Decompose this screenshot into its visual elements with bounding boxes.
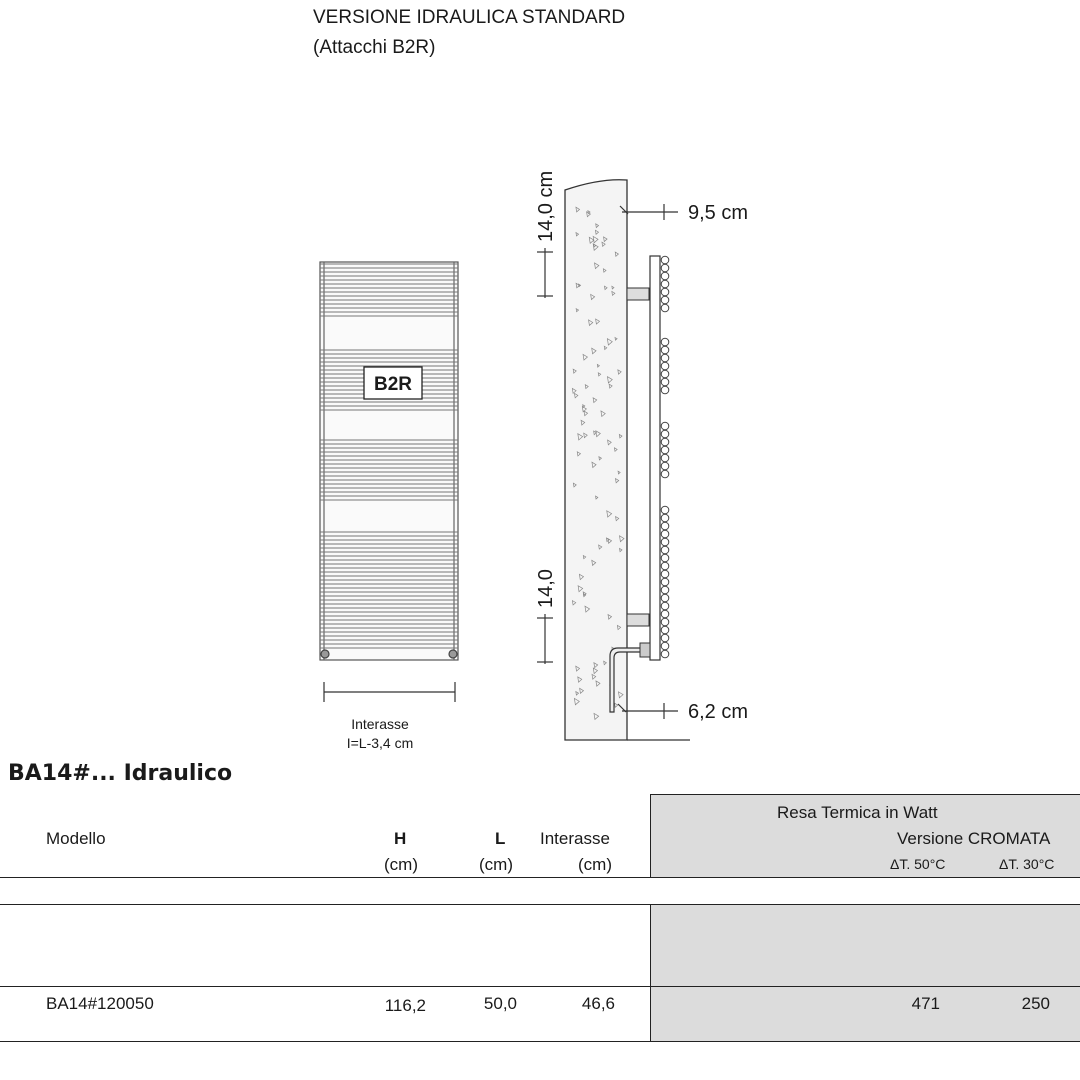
tube-section: [661, 422, 669, 430]
row-dt50: 471: [911, 994, 940, 1013]
tube-section: [661, 538, 669, 546]
tube-section: [661, 438, 669, 446]
dim-depth-top-marker: [620, 204, 678, 220]
product-title: BA14#... Idraulico: [8, 761, 233, 786]
header-l: L: [495, 829, 506, 848]
tube-section: [661, 578, 669, 586]
tube-section: [661, 386, 669, 394]
tube-section: [661, 362, 669, 370]
tube-section: [661, 642, 669, 650]
tube-section: [661, 554, 669, 562]
row-interasse: 46,6: [581, 994, 615, 1013]
tube-section: [661, 446, 669, 454]
spacer-shade: [650, 904, 1080, 986]
tube-section: [661, 594, 669, 602]
row-dt30: 250: [1021, 994, 1050, 1013]
tube-section: [661, 586, 669, 594]
tube-section: [661, 506, 669, 514]
dim-bottom-label: 14,0: [535, 569, 557, 608]
tube-section: [661, 280, 669, 288]
interasse-note: [300, 715, 460, 753]
row-l: 50,0: [483, 994, 517, 1013]
dim-depth-top-label: 9,5 cm: [688, 202, 749, 224]
tube-section: [661, 338, 669, 346]
tube-section: [661, 430, 669, 438]
tube-section: [661, 354, 669, 362]
radiator-tubes: [661, 256, 669, 658]
section-subtitle: (Attacchi B2R): [313, 37, 436, 58]
tube-section: [661, 264, 669, 272]
tube-section: [661, 378, 669, 386]
tube-section: [661, 626, 669, 634]
header-resa: Resa Termica in Watt: [777, 803, 938, 822]
interasse-line2: I=L-3,4 cm: [346, 735, 414, 751]
tube-section: [661, 296, 669, 304]
header-versione: Versione CROMATA: [897, 829, 1051, 848]
tube-section: [661, 370, 669, 378]
header-interasse-unit: (cm): [578, 855, 612, 874]
tube-section: [661, 530, 669, 538]
tube-section: [661, 562, 669, 570]
header-model: Modello: [46, 829, 106, 848]
interasse-line1: Interasse: [351, 716, 409, 732]
tube-section: [661, 570, 669, 578]
bracket-top: [627, 288, 649, 300]
header-h-unit: (cm): [384, 855, 418, 874]
bracket-bottom: [627, 614, 649, 626]
dim-bottom-marker: [537, 614, 553, 664]
tube-section: [661, 522, 669, 530]
dim-top-label: 14,0 cm: [535, 170, 557, 242]
interasse-dimension: [324, 682, 455, 702]
tube-section: [661, 454, 669, 462]
tube-section: [661, 546, 669, 554]
header-interasse: Interasse: [540, 829, 610, 848]
dim-top-marker: [537, 248, 553, 298]
dim-depth-bottom-label: 6,2 cm: [688, 701, 749, 723]
valve: [640, 643, 650, 657]
tube-section: [661, 288, 669, 296]
tube-section: [661, 304, 669, 312]
header-dt30: ΔT. 30°C: [999, 856, 1055, 872]
tube-section: [661, 618, 669, 626]
header-dt50: ΔT. 50°C: [890, 856, 946, 872]
tube-section: [661, 272, 669, 280]
row-h: 116,2: [384, 996, 426, 1015]
header-h: H: [394, 829, 407, 848]
row-model: BA14#120050: [46, 994, 154, 1013]
tube-section: [661, 346, 669, 354]
radiator-front-view: [320, 262, 458, 660]
tube-section: [661, 256, 669, 264]
tube-section: [661, 650, 669, 658]
tube-section: [661, 610, 669, 618]
section-title: VERSIONE IDRAULICA STANDARD: [313, 7, 626, 28]
tube-section: [661, 634, 669, 642]
tube-section: [661, 514, 669, 522]
tube-section: [661, 602, 669, 610]
header-l-unit: (cm): [479, 855, 513, 874]
tube-section: [661, 470, 669, 478]
b2r-badge: B2R: [373, 374, 413, 395]
tube-section: [661, 462, 669, 470]
radiator-side-profile: [650, 256, 660, 660]
